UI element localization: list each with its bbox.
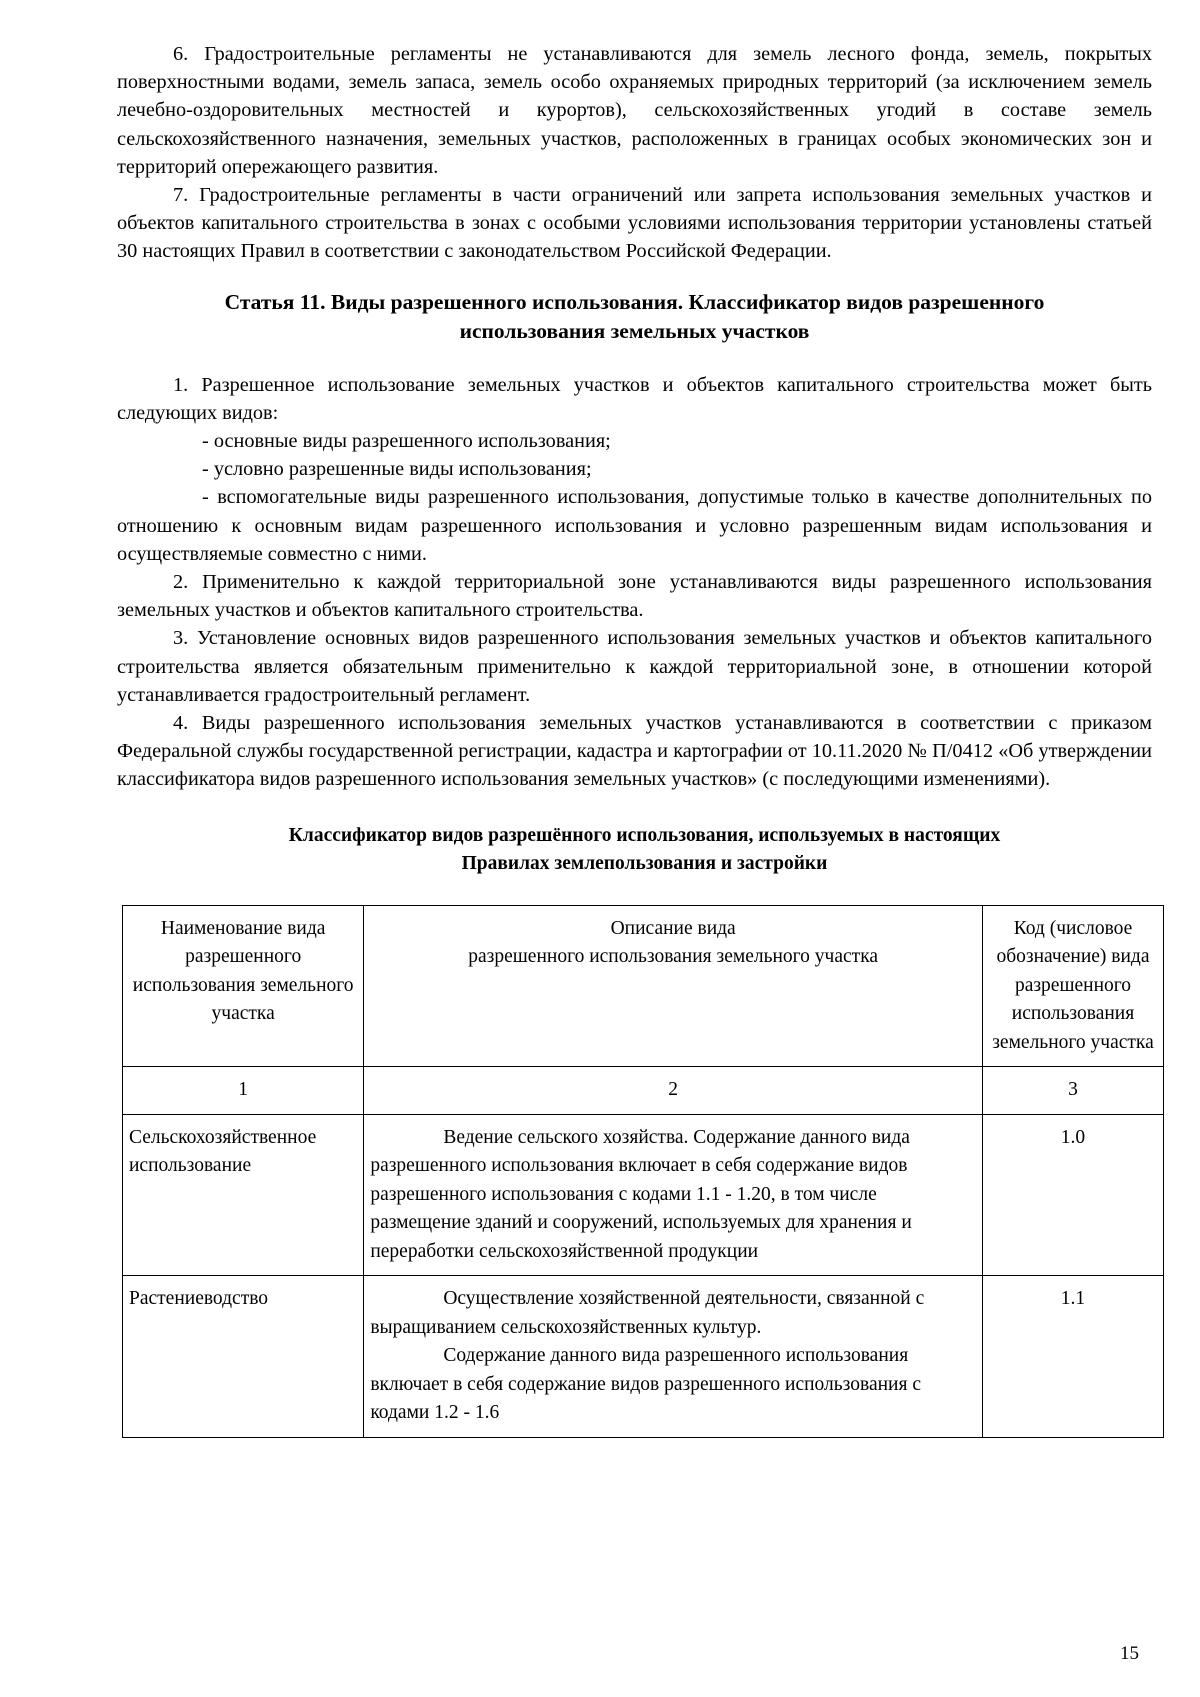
article-title-line2: использования земельных участков: [459, 318, 810, 343]
article-dash-3: - вспомогательные виды разрешенного использования, допустимые только в качестве дополнительных по отношению к основным видам разрешенного использования и условно разрешенным видам использования и осуществляемые совместно с ними.: [117, 486, 1152, 565]
article-body: [117, 371, 1152, 794]
page-number: 15: [1120, 1643, 1139, 1664]
header-code: Код (числовое обозначение) вида разрешенного использования земельного участка: [982, 905, 1163, 1067]
document-page: [117, 40, 1152, 1438]
classifier-title-line2: Правилах землепользования и застройки: [461, 852, 828, 874]
row-description-paragraph: Ведение сельского хозяйства. Содержание данного вида разрешенного использования включает в себя содержание видов разрешенного использования с кодами 1.1 - 1.20, в том числе размещение зданий и сооружений, используемых для хранения и переработки сельскохозяйственной продукции: [370, 1126, 912, 1262]
article-dash-2: - условно разрешенные виды использования;: [202, 458, 592, 481]
article-paragraph-1: 1. Разрешенное использование земельных участков и объектов капитального строительства может быть следующих видов:: [117, 373, 1152, 424]
article-paragraph-2: 2. Применительно к каждой территориальной зоне устанавливаются виды разрешенного использования земельных участков и объектов капитального строительства.: [117, 571, 1152, 622]
row-name: Растениеводство: [123, 1276, 364, 1438]
column-number-row: [123, 1067, 1164, 1115]
header-description: [364, 905, 983, 1067]
row-description: [364, 1276, 983, 1438]
classifier-title-line1: Классификатор видов разрешённого использования, используемых в настоящих: [288, 824, 1001, 846]
row-description-paragraph: Осуществление хозяйственной деятельности, связанной с выращиванием сельскохозяйственных культур.: [370, 1288, 925, 1338]
row-description: [364, 1114, 983, 1276]
table-row: [123, 1114, 1164, 1276]
article-title: [117, 288, 1152, 346]
column-number-3: 3: [982, 1067, 1163, 1115]
article-dash-1: - основные виды разрешенного использования;: [202, 430, 611, 453]
row-name: Сельскохозяйственное использование: [123, 1114, 364, 1276]
classifier-title: [117, 822, 1152, 878]
classifier-table: [122, 905, 1164, 1438]
header-description-line1: Описание вида: [610, 917, 736, 939]
article-paragraph-4: 4. Виды разрешенного использования земельных участков устанавливаются в соответствии с приказом Федеральной службы государственной регистрации, кадастра и картографии от 10.11.2020 № П/0412 «Об утверждении классификатора видов разрешенного использования земельных участков» (с последующими изменениями).: [117, 712, 1152, 791]
article-title-line1: Статья 11. Виды разрешенного использования. Классификатор видов разрешенного: [224, 289, 1045, 314]
paragraph-6: 6. Градостроительные регламенты не устанавливаются для земель лесного фонда, земель, покрытых поверхностными водами, земель запаса, земель особо охраняемых природных территорий (за исключением земель лечебно-оздоровительных местностей и курортов), сельскохозяйственных угодий в составе земель сельскохозяйственного назначения, земельных участков, расположенных в границах особых экономических зон и территорий опережающего развития.: [117, 43, 1152, 178]
row-description-paragraph: Содержание данного вида разрешенного использования включает в себя содержание видов разрешенного использования с кодами 1.2 - 1.6: [370, 1345, 921, 1424]
header-description-line2: разрешенного использования земельного участка: [468, 946, 879, 968]
paragraph-7: 7. Градостроительные регламенты в части ограничений или запрета использования земельных участков и объектов капитального строительства в зонах с особыми условиями использования территории установлены статьей 30 настоящих Правил в соответствии с законодательством Российской Федерации.: [117, 184, 1152, 263]
column-number-1: 1: [123, 1067, 364, 1115]
intro-section: [117, 40, 1152, 266]
table-row: [123, 1276, 1164, 1438]
row-code: 1.1: [982, 1276, 1163, 1438]
header-name: Наименование вида разрешенного использования земельного участка: [123, 905, 364, 1067]
row-code: 1.0: [982, 1114, 1163, 1276]
column-number-2: 2: [364, 1067, 983, 1115]
table-header-row: [123, 905, 1164, 1067]
article-paragraph-3: 3. Установление основных видов разрешенного использования земельных участков и объектов капитального строительства является обязательным применительно к каждой территориальной зоне, в отношении которой устанавливается градостроительный регламент.: [117, 627, 1152, 706]
